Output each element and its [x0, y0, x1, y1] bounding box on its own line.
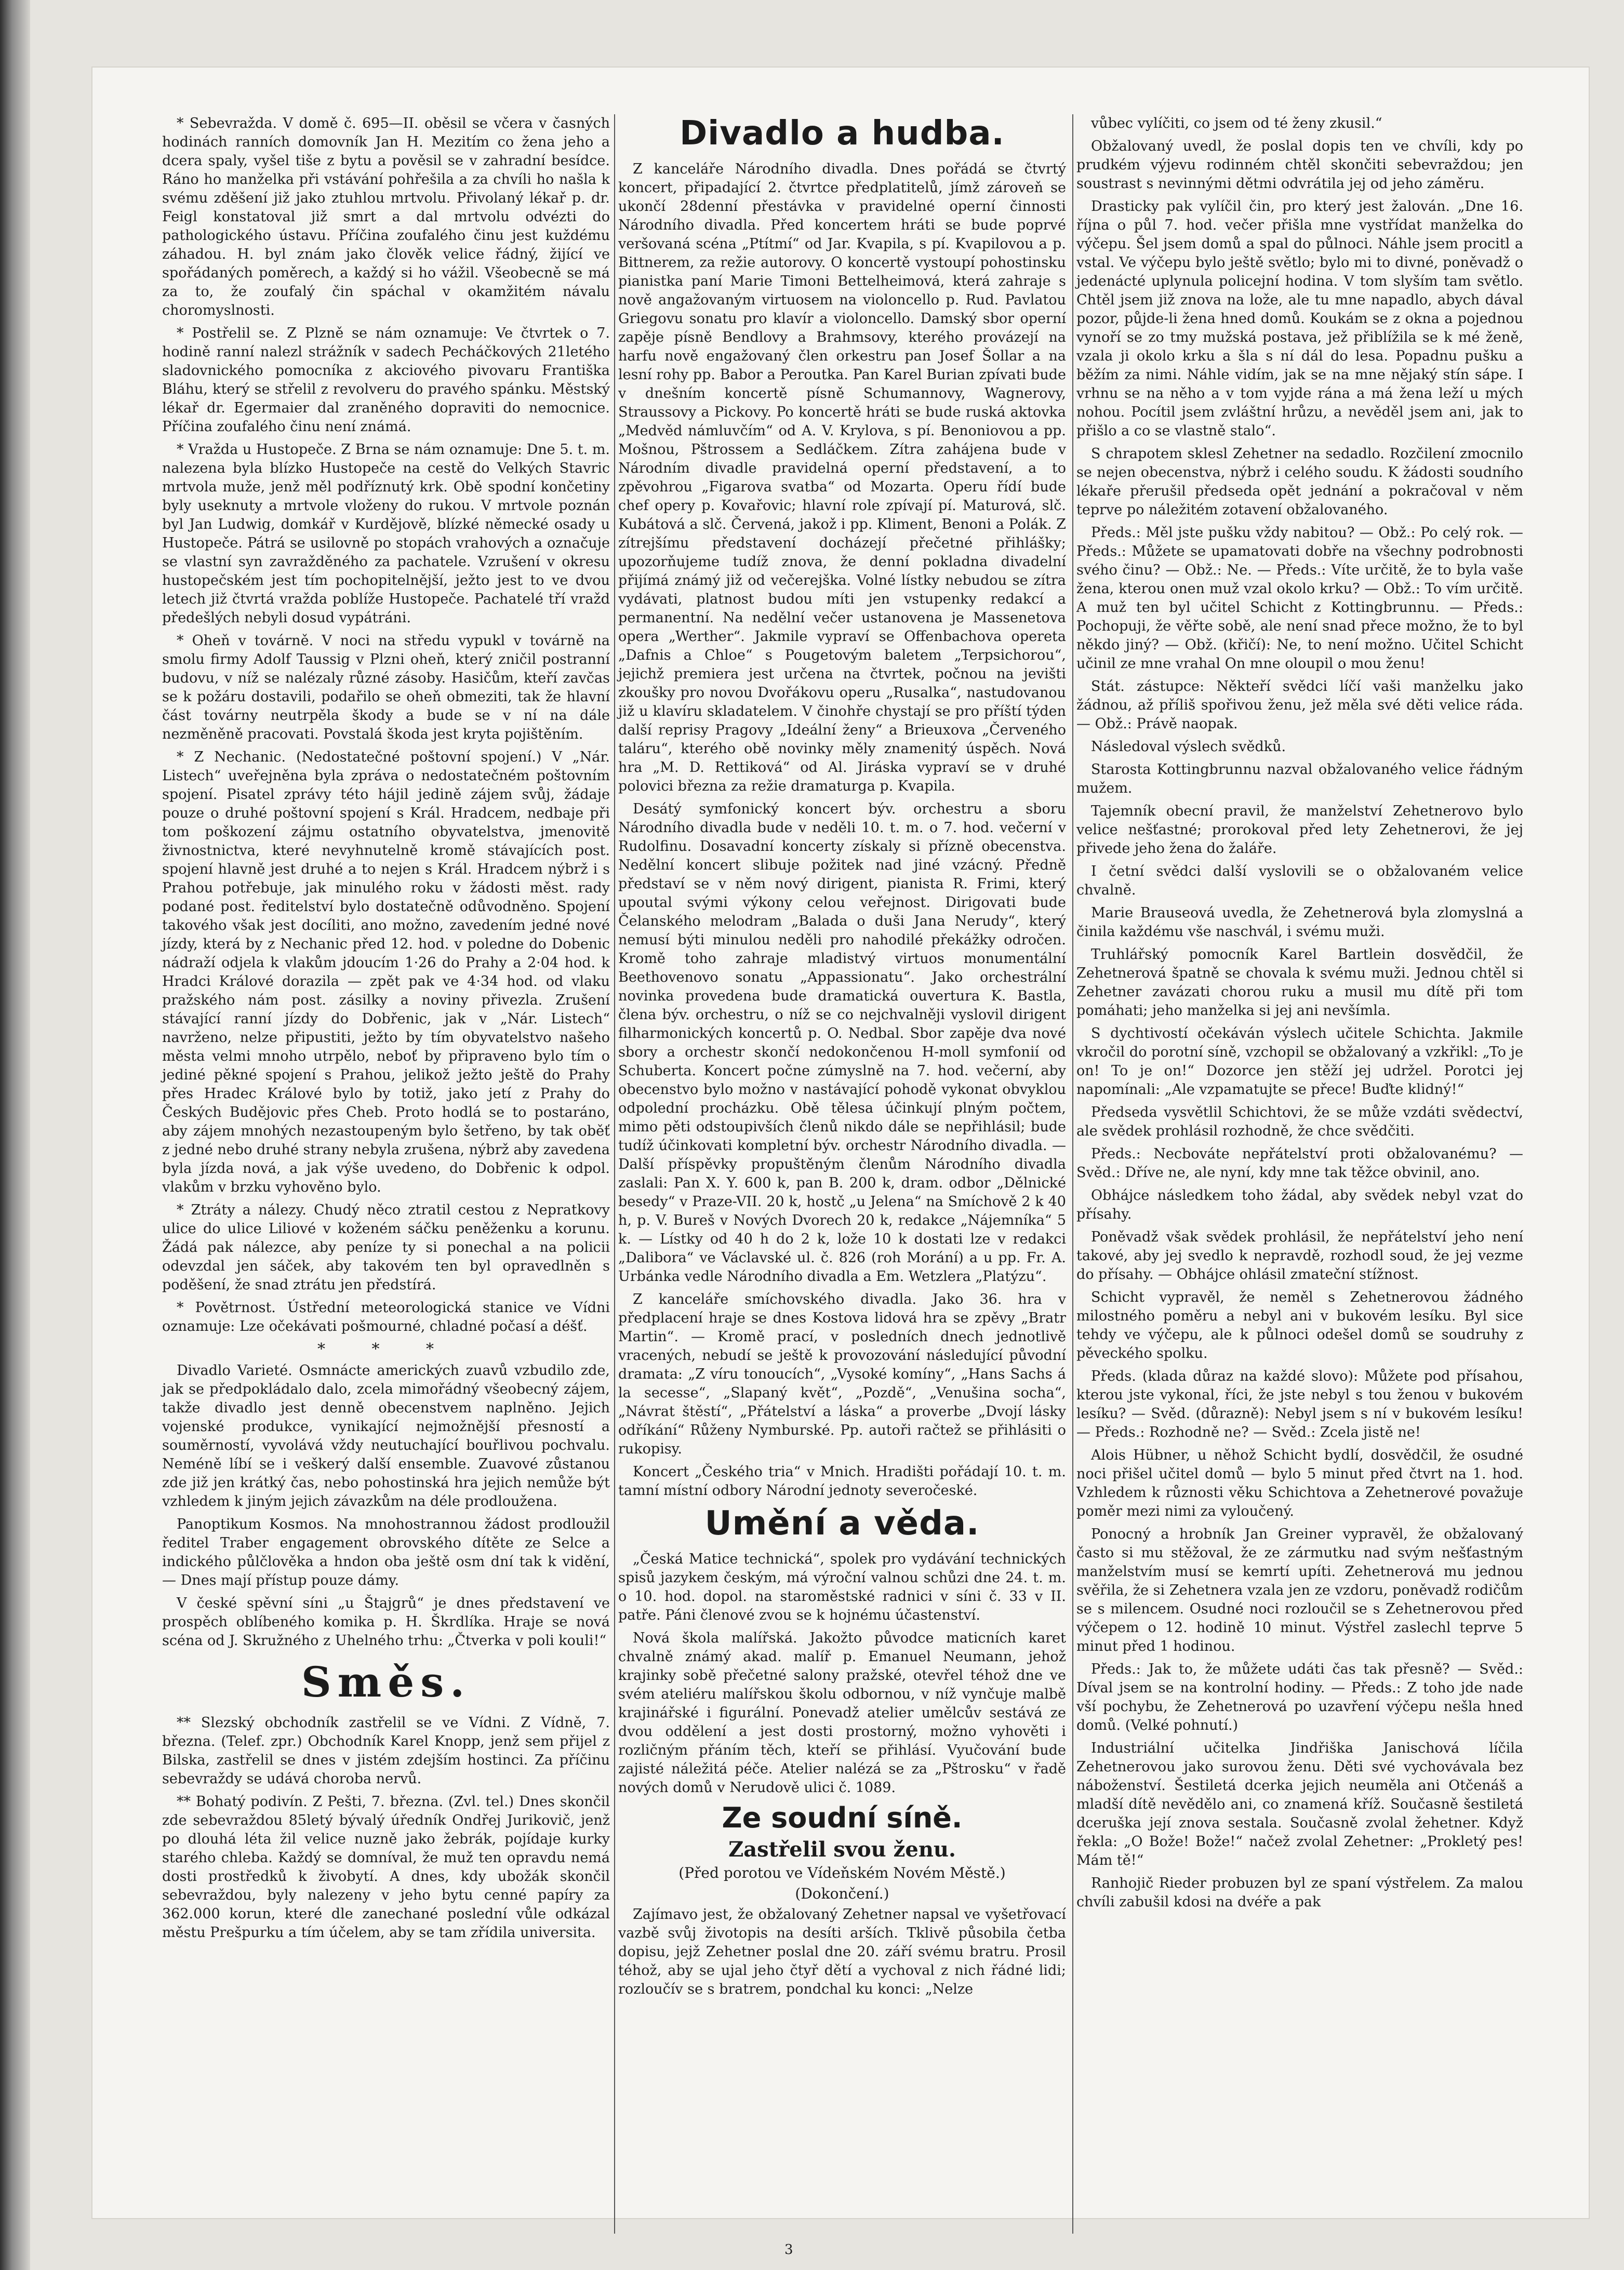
section-heading-court: Ze soudní síně. — [722, 1801, 963, 1834]
court-case-title: Zastřelil svou ženu. — [728, 1837, 956, 1862]
court-paragraph: Starosta Kottingbrunnu nazval obžalovaného velice řádným mužem. — [1076, 762, 1523, 796]
section-separator-stars: * * * — [317, 1340, 455, 1358]
continuation-note: (Dokončení.) — [795, 1885, 889, 1902]
court-paragraph: Drasticky pak vylíčil čin, pro který jest žalován. „Dne 16. října o půl 7. hod. večer přišla mne vystřídat manželka do výčepu. Šel jsem domů a spal do půlnoci. Náhle jsem procitl a vstal. Ve výčepu bylo ještě světlo; bylo mi to divné, poněvadž o jedenácté uplynula policejní hodina. V tom slyším tam světlo. Chtěl jsem již znova na lože, ale tu mne napadlo, abych dával pozor, půjde-li žena hned domů. Koukám se z okna a pojednou vynoří se zo tmy mužská postava, jež přiblížila se k mé ženě, vzala ji okolo krku a šla s ní dál do lesa. Popadnu pušku a běžím za nimi. Náhle vidím, jak se na mne nějaký stín sápe. I vrhnu se na něho a v tom vyjde rána a má žena leží u mých nohou. Pocítil jsem zvláštní hrůzu, a nevěděl jsem ani, jak to přišlo a co se vlastně stalo“. — [1076, 198, 1523, 439]
court-report-start: Zajímavo jest, že obžalovaný Zehetner napsal ve vyšetřovací vazbě svůj životopis na desíti arších. Tklivě působila četba dopisu, jejž Zehetner poslal dne 20. září svému bratru. Prosil téhož, aby se ujal jeho čtyř dětí a vychoval z nich řádné lidi; rozloučív se s bratrem, pondchal ku konci: „Nelze — [618, 1906, 1066, 1997]
article-shot-himself: * Postřelil se. Z Plzně se nám oznamuje: Ve čtvrtek o 7. hodině ranní nalezl strážník v sadech Pecháčkových 21letého sladovnického pomocníka z akciového pivovaru Františka Bláhu, který se střelil z revolveru do pravého spánku. Městský lékař dr. Egermaier dal zraněného dopraviti do nemocnice. Příčina zoufalého činu není známá. — [162, 325, 610, 435]
court-paragraph: Ranhojič Rieder probuzen byl ze spaní výstřelem. Za malou chvíli zabušil kdosi na dvéře a pak — [1076, 1875, 1523, 1910]
article-murder-hustopece: * Vražda u Hustopeče. Z Brna se nám oznamuje: Dne 5. t. m. nalezena byla blízko Hustopeče na cestě do Velkých Stavric mrtvola muže, jenž měl podříznutý krk. Obě spodní končetiny byly useknuty a mrtvole vloženy do rukou. V mrtvole poznán byl Jan Ludwig, domkář v Kurdějově, blízké německé osady u Hustopeče. Pátrá se usilovně po stopách vrahových a označuje se vlastní syn zavražděného za pachatele. Vzrušení v okresu hustopečském jest tím pochopitelnější, ježto jest to ve dvou letech již čtvrtá vražda poblíže Hustopeče. Pachatelé tří vražd předešlých nebyli dosud vypátráni. — [162, 442, 610, 626]
court-paragraph: Stát. zástupce: Někteří svědci líčí vaši manželku jako žádnou, až příliš spořivou ženu, jež měla své děti velice ráda. — Obž.: Právě naopak. — [1076, 678, 1523, 732]
court-paragraph: Obžalovaný uvedl, že poslal dopis ten ve chvíli, kdy po prudkém výjevu rodinném chtěl skončiti sebevraždou; jen soustrast s nevinnými dětmi odvrátila jej od jeho záměru. — [1076, 138, 1523, 192]
court-paragraph: Předseda vysvětlil Schichtovi, že se může vzdáti svědectví, ale svědek prohlásil rozhodně, že chce svědčiti. — [1076, 1104, 1523, 1139]
section-banner-smes: Směs. — [301, 1658, 471, 1706]
court-paragraph: S chrapotem sklesl Zehetner na sedadlo. Rozčilení zmocnilo se nejen obecenstva, nýbrž i celého soudu. K žádosti soudního lékaře přerušil předseda opět jednání a pokračoval v něm teprve po náležitém zotavení obžalovaného. — [1076, 446, 1523, 518]
page-binding-shadow — [0, 0, 30, 2270]
article-silesian-merchant: ** Slezský obchodník zastřelil se ve Vídni. Z Vídně, 7. března. (Telef. zpr.) Obchodník Karel Knopp, jenž sem přijel z Bilska, zastřelil se dnes v jistém zdejším hostinci. Za příčinu sebevraždy se udává choroba nervů. — [162, 1715, 610, 1787]
court-venue: (Před porotou ve Vídeňském Novém Městě.) — [678, 1864, 1006, 1881]
article-czech-trio: Koncert „Českého tria“ v Mnich. Hradišti pořádají 10. t. m. tamní místní odbory Národní jednoty severočeské. — [618, 1464, 1066, 1499]
article-technical-matice: „Česká Matice technická“, spolek pro vydávání technických spisů jazykem českým, má výroční valnou schůzi dne 24. t. m. o 10. hod. dopol. na staroměstské radnici v síni č. 33 v II. patře. Páni členové zvou se k hojnému účastenství. — [618, 1551, 1066, 1623]
article-panoptikum: Panoptikum Kosmos. Na mnohostrannou žádost prodloužil ředitel Traber engagement obrovského dítěte ze Selce a indického půlčlověka a hndon oba ještě osm dní tak k vidění, — Dnes mají přístup pouze dámy. — [162, 1516, 610, 1588]
article-stajgr: V české spěvní síni „u Štajgrů“ je dnes představení ve prospěch oblíbeného komika p. H. Škrdlíka. Hraje se nová scéna od J. Skružného z Uhelného trhu: „Čtverka v poli kouli!“ — [162, 1595, 610, 1649]
court-paragraph: vůbec vylíčiti, co jsem od té ženy zkusil.“ — [1091, 115, 1382, 131]
court-paragraph: Předs.: Necbováte nepřátelství proti obžalovanému? — Svěd.: Dříve ne, ale nyní, kdy mne tak těžce obvinil, ano. — [1076, 1146, 1523, 1181]
court-paragraph: I četní svědci další vyslovili se o obžalovaném velice chvalně. — [1076, 863, 1523, 898]
article-weather: * Povětrnost. Ústřední meteorologická stanice ve Vídni oznamuje: Lze očekávati pošmourné, chladné počasí a déšť. — [162, 1300, 610, 1334]
article-factory-fire: * Oheň v továrně. V noci na středu vypukl v továrně na smolu firmy Adolf Taussig v Plzni oheň, který zničil postranní budovu, v níž se nalézaly různé zásoby. Hasičům, kteří zavčas se k požáru dostavili, podařilo se oheň obmeziti, tak že hlavní část továrny neutrpěla škody a bude se v ní na dále nezměněně pracovati. Povstalá škoda jest kryta pojištěním. — [162, 633, 610, 742]
court-paragraph: Tajemník obecní pravil, že manželství Zehetnerovo bylo velice nešťastné; prorokoval před lety Zehetnerovi, že jej přivede jeho žena do žaláře. — [1076, 803, 1523, 857]
section-heading-art-science: Umění a věda. — [704, 1504, 980, 1543]
page-number: 3 — [784, 2242, 793, 2258]
column-local-news — [162, 114, 610, 2239]
article-nechanice-postal: * Z Nechanic. (Nedostatečné poštovní spojení.) V „Nár. Listech“ uveřejněna byla zpráva o nedostatečném poštovním spojení. Pisatel zprávy této hájil jedině zájem svůj, žádaje pouze o druhé poštovní spojení s Král. Hradcem, nedbaje při tom poškození zájmu ostatního obyvatelstva, jmenovitě živnostnictva, které nevyhnutelně kromě stávajících post. spojení hlavně jest druhé a to nejen s Král. Hradcem nýbrž i s Prahou potřebuje, jak minulého roku v žádosti měst. rady podané post. ředitelství bylo dostatečně odůvodněno. Spojení takového však jest docíliti, ano možno, zavedením jedné nové jízdy, která by z Nechanic před 12. hod. v poledne do Dobenic nádraží odjela k vlakům jdoucím 1·26 do Prahy a 2·04 hod. k Hradci Králové dorazila — zpět pak ve 4·34 hod. od vlaku pražského nám post. zásilky a noviny přivezla. Zrušení stávající ranní jízdy do Dobřenic, jak v „Nár. Listech“ navrženo, nelze připustiti, ježto by tím obyvatelstvo našeho města velmi mnoho utrpělo, neboť by připraveno bylo tím o jediné pěkné spojení s Prahou, jelikož ježto ještě do Prahy přes Hradec Králové bylo by totiž, jako jetí z Prahy do Českých Budějovic přes Cheb. Proto hodlá se to postaráno, aby zájem mnohých nezastoupeným bylo šetřeno, by tak oběť z jedné nebo druhé strany nebyla zrušena, nýbrž aby zavedena byla jízda nová, a jak výše uvedeno, do Dobřenic k odpol. vlakům v brzku vyhověno bylo. — [162, 749, 610, 1195]
court-paragraph: Následoval výslech svědků. — [1091, 739, 1286, 755]
court-paragraph: Předs.: Jak to, že můžete udáti čas tak přesně? — Svěd.: Díval jsem se na kontrolní hodiny. — Předs.: Z toho jde nade vší pochybu, že Zehetnerová po uzavření výčepu nešla hned domů. (Velké pohnutí.) — [1076, 1661, 1523, 1733]
court-paragraph: Obhájce následkem toho žádal, aby svědek nebyl vzat do přísahy. — [1076, 1187, 1523, 1222]
court-paragraph: Ponocný a hrobník Jan Greiner vypravěl, že obžalovaný často si mu stěžoval, že ze zármutku nad svým nešťastným manželstvím musí se kemrtí upíti. Zehetnerová mu jednou svěřila, že si Zehetnera vzala jen ze vzdoru, poněvadž rodičům se s milencem. Osudné noci rozloučil se s Zehetnerovou před výčepem o 12. hodině 10 minut. Výstřel zaslechl teprve 5 minut před 1 hodinou. — [1076, 1526, 1523, 1654]
article-national-theatre: Z kanceláře Národního divadla. Dnes pořádá se čtvrtý koncert, připadající 2. čtvrtce předplatitelů, jímž zároveň se ukončí 28denní přestávka v pravidelné operní činnosti Národního divadla. Před koncertem hráti se bude poprvé veršovaná scéna „Ptítmí“ od Jar. Kvapila, s pí. Kvapilovou a p. Bittnerem, za režie autorovy. O koncertě vystoupí pohostinsku pianistka paní Marie Timoni Bettelheimová, která zahraje s nově angažovaným virtuosem na violoncello p. Rud. Pavlatou Griegovu sonatu pro klavír a violoncello. Damský sbor operní zapěje písně Bendlovy a Brahmsovy, kterého provázejí na harfu nově engažovaný člen orkestru pan Josef Šollar a na lesní rohy pp. Babor a Peroutka. Pan Karel Burian zpívati bude v dnešním koncertě písně Schumannovy, Wagnerovy, Straussovy a Pickovy. Po koncertě hráti se bude ruská aktovka „Medvěd námluvčím“ od A. V. Krylova, s pí. Benoniovou a pp. Mošnou, Pštrossem a Sedláčkem. Zítra zahájena bude v Národním divadle pravidelná operní představení, a to zpěvohrou „Figarova svatba“ od Mozarta. Operu řídí bude chef opery p. Kovařovic; hlavní role zpívají pí. Maturová, slč. Kubátová a slč. Červená, jakož i pp. Kliment, Benoni a Polák. Z zítrejšímu představení docházejí přečetné přihlášky; upozorňujeme tudíž znova, že denní pokladna divadelní přijímá známý již od večerejška. Volné lístky nebudou se zítra vydávati, platnost budou míti jen vstupenky redakcí a permanentní. Na nedělní večer ustanovena je Massenetova opera „Werther“. Jakmile vypraví se Offenbachova opereta „Dafnis a Chloe“ s Pougetovým baletem „Terpsichorou“, jejichž premiera jest určena na čtvrtek, počnou na jevišti zkoušky pro novou Dvořákovu operu „Rusalka“, nastudovanou již u klavíru skladatelem. V činohře chystají se pro příští týden další reprisy Pragovy „Ideální ženy“ a Brieuxova „Červeného taláru“, kterého obě novinky měly znamenitý úspěch. Nová hra „M. D. Rettiková“ od Al. Jiráska vypraví se v druhé polovici března za režie dramaturga p. Kvapila. — [618, 161, 1066, 794]
column-court-report — [1076, 114, 1523, 2239]
article-suicide: * Sebevražda. V domě č. 695—II. oběsil se včera v časných hodinách ranních domovník Jan H. Mezitím co žena jeho a dcera spaly, vyšel tiše z bytu a pověsil se v zahradní besídce. Ráno ho manželka při vstávání pohřešila a za chvíli ho našla k svému zděšení již jako ztuhlou mrtvolu. Přivolaný lékař p. dr. Feigl konstatoval již smrt a dal mrtvolu odvézti do pathologického ústavu. Příčina zoufalého činu jest kuždému záhadou. H. byl znám jako člověk velice řádný, žijící ve spořádaných poměrech, a každý si ho vážil. Všeobecně se má za to, že zoufalý čin spáchal v okamžitém návalu choromyslnosti. — [162, 115, 610, 318]
court-paragraph: Předs.: Měl jste pušku vždy nabitou? — Obž.: Po celý rok. — Předs.: Můžete se upamatovati dobře na všechny podrobnosti svého činu? — Obž.: Ne. — Předs.: Víte určitě, že to byla vaše žena, kterou onen muž vzal okolo krku? — Obž.: To vím určitě. A muž ten byl učitel Schicht z Kottingbrunnu. — Předs.: Pochopuji, že věřte sobě, ale není snad přece možno, že to byl někdo jiný? — Obž. (křičí): Ne, to není možno. Učitel Schicht učinil ze mne vrahal On mne oloupil o mou ženu! — [1076, 525, 1523, 672]
column-divider — [1072, 114, 1073, 2234]
article-rich-eccentric: ** Bohatý podivín. Z Pešti, 7. března. (Zvl. tel.) Dnes skončil zde sebevraždou 85letý bývalý úředník Ondřej Jurikovič, jenž po dlouhá léta žil velice nuzně jako žebrák, pojídaje kurky starého chleba. Každý se domníval, že muž ten opravdu nemá dosti prostředků k živobytí. A dnes, kdy ubožák skončil sebevraždou, byly nalezeny v jeho bytu cenné papíry za 362.000 korun, které dle zanechané poslední vůle odkázal městu Prešpurku a tím účelem, aby se tam zřídila universita. — [162, 1794, 610, 1941]
article-variete: Divadlo Varieté. Osmnácte amerických zuavů vzbudilo zde, jak se předpokládalo dalo, zcela mimořádný všeobecný zájem, takže divadlo jest denně obecenstvem naplněno. Jejich vojenské produkce, vynikající nejmožnější přesností a souměrností, vyvolává vždy neutuchající bouřlivou pochvalu. Neméně líbí se i veškerý další ensemble. Zuavové zůstanou zde již jen krátký čas, nebo pohostinská hra jejich nemůže být vzhledem k jiným jejich závazkům na déle prodloužena. — [162, 1363, 610, 1510]
column-theatre-art — [618, 114, 1066, 2239]
court-paragraph: Schicht vypravěl, že neměl s Zehetnerovou žádného milostného poměru a nebyl ani v bukovém lesíku. Byl sice tehdy ve výčepu, ale k půlnoci odešel domů se soudruhy z pěveckého spolku. — [1076, 1289, 1523, 1361]
article-painting-school: Nová škola malířská. Jakožto původce maticních karet chvalně známý akad. malíř p. Emanuel Neumann, jehož krajinky sobě přečetné salony pražské, otevřel téhož dne ve svém ateliéru malířskou školu odbornou, v níž vynčuje malbě krajinářské i figurální. Ponevadž atelier umělcův sestává ze dvou oddělení a jest dosti prostorný, možno vyhověti i rozličným přáním těch, kteří se přihlásí. Vyučování bude zajisté náležitá péče. Atelier nalézá se za „Pštrosku“ v řadě nových domů v Nerudově ulici č. 1089. — [618, 1630, 1066, 1796]
article-symphony-concert: Desátý symfonický koncert býv. orchestru a sboru Národního divadla bude v neděli 10. t. m. o 7. hod. večerní v Rudolfinu. Dosavadní koncerty získaly si přízně obecenstva. Nedělní koncert slibuje požitek nad jiné vzácný. Předně představí se v něm nový dirigent, pianista R. Frimi, který upoutal svými výkony celou veřejnost. Dirigovati bude Čelanského melodram „Balada o duši Jana Nerudy“, který nemusí býti minulou neděli pro nahodilé překážky odročen. Kromě toho zahraje mladistvý virtuos monumentální Beethovenovo sonatu „Appassionatu“. Jako orchestrální novinka provedena bude dramatická ouvertura K. Bastla, člena býv. orchestru, o níž se co nejchvalněji vyslovil dirigent filharmonických koncertů p. O. Nedbal. Sbor zapěje dva nové sbory a orchestr skončí nedokončenou H-moll symfonií od Schuberta. Koncert počne zúmyslně na 7. hod. večerní, aby obecenstvo bylo možno v nastávající pohodě vykonat obvyklou odpolední procházku. Obě tělesa účinkují plným počtem, mimo pěti odstoupivších členů nikdo dále se nepřihlásil; bude tudíž účinkovati kompletní býv. orchestr Národního divadla. — Další příspěvky propuštěným členům Národního divadla zaslali: Pan X. Y. 600 k, pan B. 200 k, dram. odbor „Dělnické besedy“ v Praze-VII. 20 k, hostč „u Jelena“ na Smíchově 2 k 40 h, p. V. Bureš v Nových Dvorech 20 k, redakce „Nájemníka“ 5 k. — Lístky od 40 h do 2 k, lože 10 k dostati lze v redakci „Dalibora“ ve Václavské ul. č. 826 (roh Morání) a u pp. Fr. A. Urbánka vedle Národního divadla a Em. Wetzlera „Platýzu“. — [618, 801, 1066, 1285]
court-paragraph: Předs. (klada důraz na každé slovo): Můžete pod přísahou, kterou jste vykonal, říci, že jste nebyl s tou ženou v bukovém lesíku? — Svěd. (důrazně): Nebyl jsem s ní v bukovém lesíku! — Předs.: Rozhodně ne? — Svěd.: Zcela jistě ne! — [1076, 1368, 1523, 1440]
court-paragraph: Marie Brauseová uvedla, že Zehetnerová byla zlomyslná a činila každému vše naschvál, i svému muži. — [1076, 905, 1523, 940]
court-paragraph: S dychtivostí očekáván výslech učitele Schichta. Jakmile vkročil do porotní síně, vzchopil se obžalovaný a vzkřikl: „To je on! To je on!“ Dozorce jen stěží jej udržel. Porotci jej napomínali: „Ale vzpamatujte se přece! Buďte klidný!“ — [1076, 1025, 1523, 1098]
court-paragraph: Alois Hübner, u něhož Schicht bydlí, dosvědčil, že osudné noci přišel učitel domů — bylo 5 minut před čtvrt na 1. hod. Vzhledem k různosti věku Schichtova a Zehetnerové považuje poměr mezi nimi za vyloučený. — [1076, 1447, 1523, 1519]
court-paragraph: Poněvadž však svědek prohlásil, že nepřátelství jeho není takové, aby jej svedlo k nepravdě, rozhodl soud, že jej vezme do přísahy. — Obhájce ohlásil zmateční stížnost. — [1076, 1229, 1523, 1283]
section-heading-theatre: Divadlo a hudba. — [680, 114, 1005, 153]
article-lost-found: * Ztráty a nálezy. Chudý něco ztratil cestou z Nepratkovy ulice do ulice Liliové v koženém sáčku peněženku a korunu. Žádá pak nálezce, aby peníze ty si ponechal a na policii odevzdal jen sáček, aby takovém ten byl opravedlněn s poděšení, že snad ztrátu jen předstírá. — [162, 1202, 610, 1293]
column-divider — [614, 114, 615, 2234]
court-paragraph: Truhlářský pomocník Karel Bartlein dosvědčil, že Zehetnerová špatně se chovala k svému muži. Jednou chtěl si Zehetner zavázati chorou ruku a musil mu dítě při tom pomáhati; jeho manželka si jej ani nevšímla. — [1076, 946, 1523, 1019]
article-smichov-theatre: Z kanceláře smíchovského divadla. Jako 36. hra v předplacení hraje se dnes Kostova lidová hra se zpěvy „Bratr Martin“. — Kromě prací, v posledních dnech jednotlivě vracených, nebudí se ještě k provozování následující původní dramata: „Z víru tonoucích“, „Vysoké komíny“, „Hans Sachs á la secesse“, „Slapaný květ“, „Pozdě“, „Venušina socha“, „Návrat štěstí“, „Přátelství a láska“ a proverbe „Dvojí lásky odříkání“ Růženy Nymburské. Pp. autoři račtež se přihlásiti o rukopisy. — [618, 1291, 1066, 1457]
court-paragraph: Industriální učitelka Jindřiška Janischová líčila Zehetnerovou jako surovou ženu. Děti své vychovávala bez náboženství. Šestiletá dcerka jejich neuměla ani Otčenáš a mladší dítě nevědělo ani, co znamená kříž. Současně šestiletá dceruška její znova sestala. Současně zvolal žehetner. Když řekla: „O Bože! Bože!“ načež zvolal Zehetner: „Prokletý pes! Mám tě!“ — [1076, 1740, 1523, 1868]
